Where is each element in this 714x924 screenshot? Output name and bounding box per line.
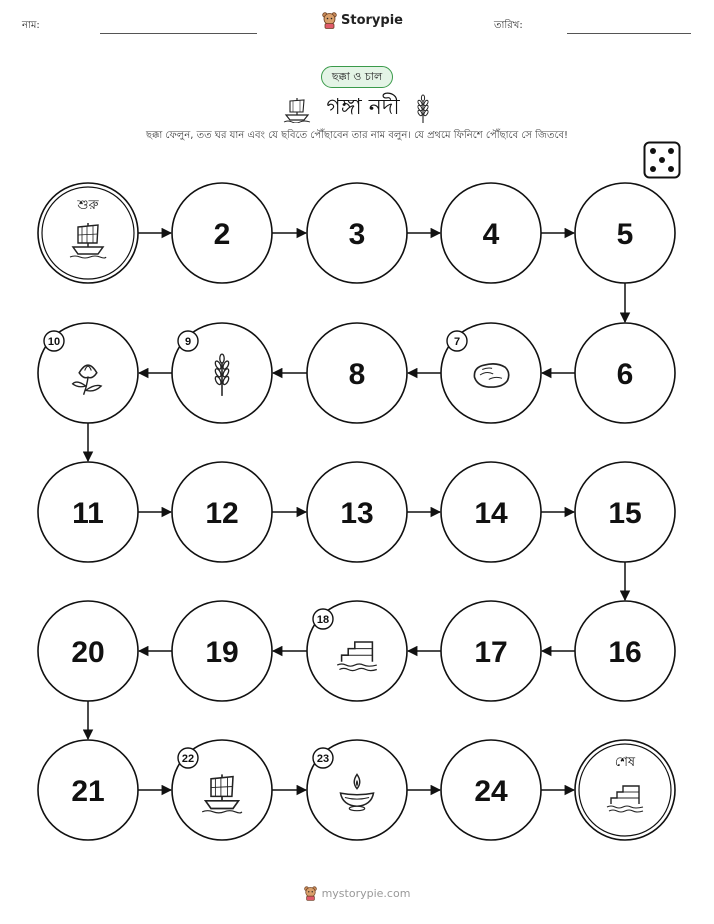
board-cell-14[interactable]: [441, 462, 541, 562]
board-cell-17[interactable]: [441, 601, 541, 701]
board-cell-3[interactable]: [307, 183, 407, 283]
board-cell-11[interactable]: [38, 462, 138, 562]
footer: [0, 886, 714, 901]
bear-mascot-icon: [304, 886, 317, 901]
board-cell-25[interactable]: [575, 740, 675, 840]
cell-number: 8: [348, 358, 366, 391]
board-cell-12[interactable]: [172, 462, 272, 562]
board-cell-6[interactable]: [575, 323, 675, 423]
board-cell-9[interactable]: [172, 323, 272, 423]
cell-number: 22: [181, 753, 195, 765]
cell-number: 23: [316, 753, 330, 765]
start-label: শুরু: [77, 198, 99, 213]
cell-number: 14: [474, 497, 508, 530]
cell-number: 3: [348, 218, 366, 251]
cell-number: 20: [71, 636, 105, 669]
instructions: ছক্কা ফেলুন, তত ঘর যান এবং যে ছবিতে পৌঁছাবেন তার নাম বলুন। যে প্রথমে ফিনিশে পৌঁছাবে সে জিতবে!: [145, 130, 569, 141]
board-cell-13[interactable]: [307, 462, 407, 562]
name-label: নাম:: [22, 20, 40, 31]
cell-number: 6: [616, 358, 634, 391]
stone-icon: [474, 364, 508, 387]
cell-number: 4: [482, 218, 500, 251]
cell-number: 15: [608, 497, 642, 530]
cell-number: 16: [608, 636, 642, 669]
cell-number: 24: [474, 775, 508, 808]
board-cell-18[interactable]: [307, 601, 407, 701]
cell-number: 10: [47, 336, 61, 348]
board-cell-1[interactable]: [38, 183, 138, 283]
cell-number: 9: [184, 336, 192, 348]
page-title: গঙ্গা নদী: [326, 95, 400, 120]
finish-label: শেষ: [614, 755, 636, 770]
board-cell-23[interactable]: [307, 740, 407, 840]
cell-number: 11: [72, 497, 104, 530]
cell-number: 7: [453, 336, 461, 348]
cell-number: 5: [616, 218, 634, 251]
board-cell-24[interactable]: [441, 740, 541, 840]
cell-number: 17: [474, 636, 508, 669]
board-cell-7[interactable]: [441, 323, 541, 423]
board-cell-21[interactable]: [38, 740, 138, 840]
board-cell-5[interactable]: [575, 183, 675, 283]
cell-number: 18: [316, 614, 330, 626]
board-cell-19[interactable]: [172, 601, 272, 701]
cell-number: 19: [205, 636, 239, 669]
cell-number: 2: [213, 218, 231, 251]
board-cell-8[interactable]: [307, 323, 407, 423]
cell-number: 13: [340, 497, 374, 530]
cell-number: 12: [205, 497, 239, 530]
board-cell-2[interactable]: [172, 183, 272, 283]
game-type-badge: ছক্কা ও চাল: [321, 66, 393, 88]
board-cell-4[interactable]: [441, 183, 541, 283]
board-cell-16[interactable]: [575, 601, 675, 701]
date-label: তারিখ:: [494, 20, 523, 31]
board-cell-10[interactable]: [38, 323, 138, 423]
board-cell-22[interactable]: [172, 740, 272, 840]
cell-number: 21: [71, 775, 105, 808]
footer-url[interactable]: mystorypie.com: [321, 887, 411, 900]
board-cell-20[interactable]: [38, 601, 138, 701]
board-cell-15[interactable]: [575, 462, 675, 562]
brand-name: Storypie: [341, 13, 403, 28]
